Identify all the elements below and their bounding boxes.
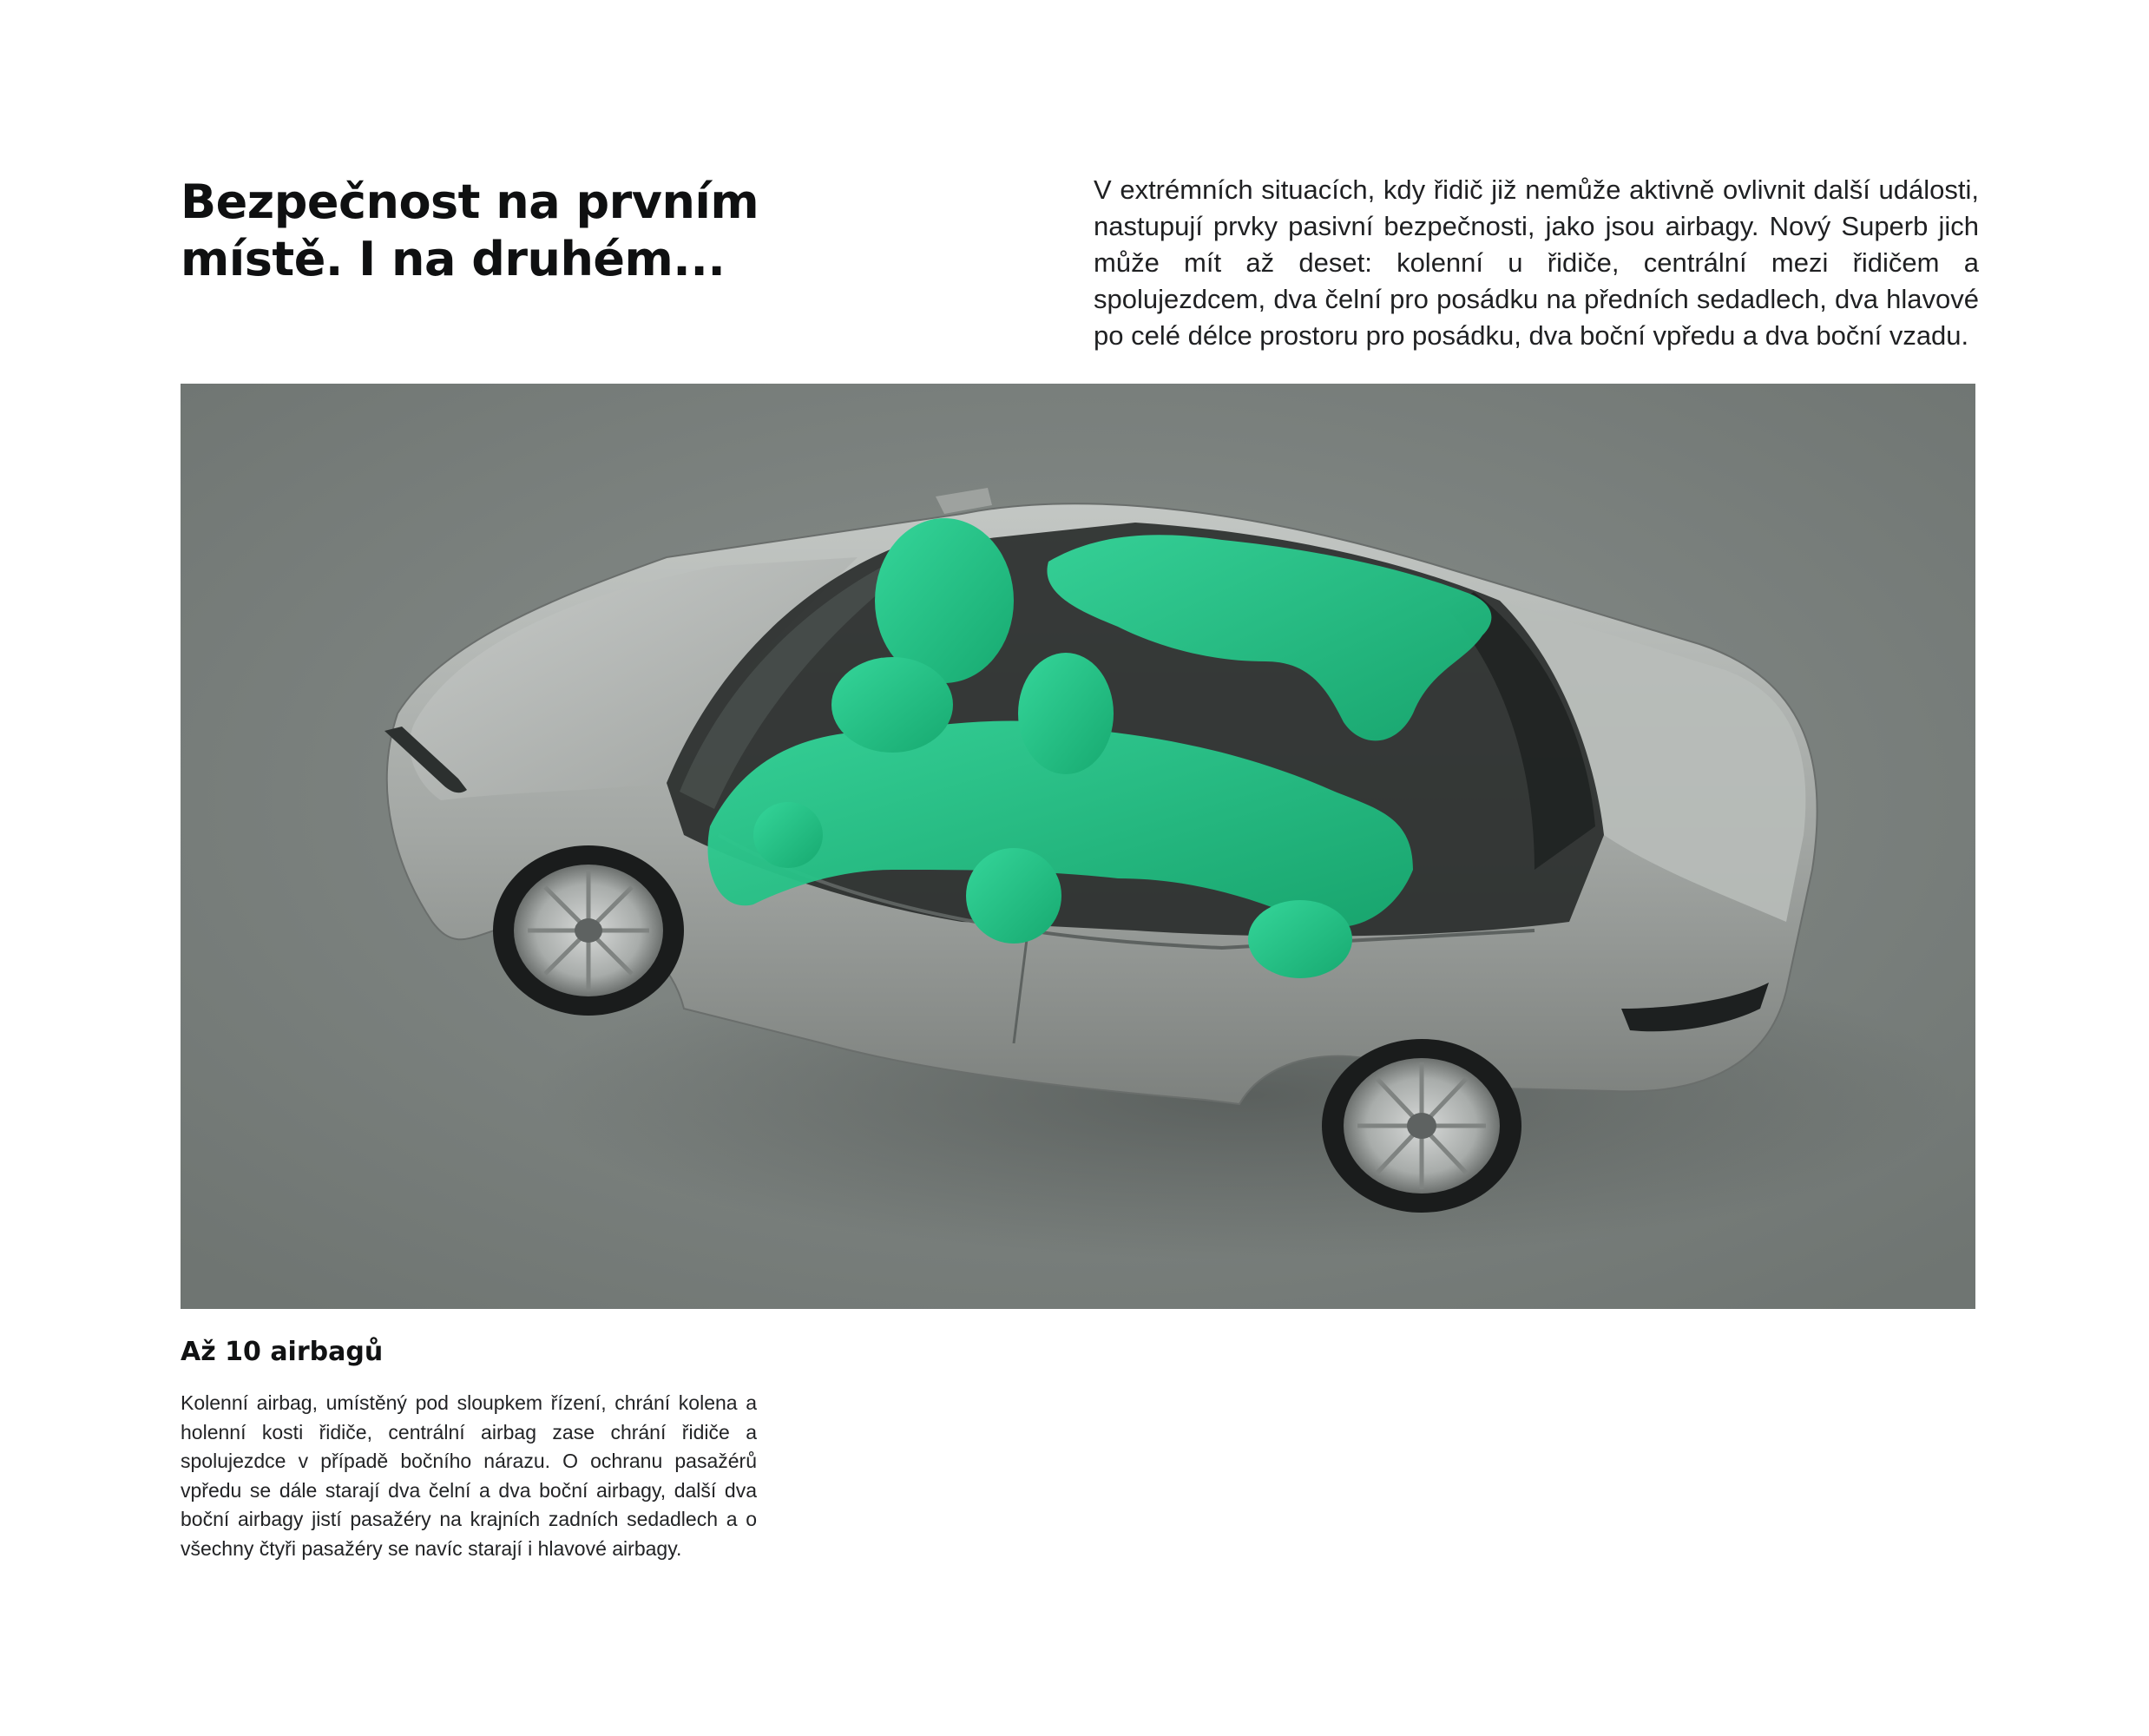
airbag-central <box>1018 653 1114 774</box>
caption-title: Až 10 airbagů <box>181 1337 384 1367</box>
airbag-side-rear <box>1248 900 1352 978</box>
airbag-frontal-driver <box>831 657 953 753</box>
airbag-side-front <box>966 848 1061 944</box>
intro-paragraph: V extrémních situacích, kdy řidič již nemůže aktivně ovlivnit další události, nastupují prvky pasivní bezpečnosti, jako jsou airbagy. Nový Superb jich může mít až deset: kolenní u řidiče, centrální mezi řidičem a spolujezdcem, dva čelní pro posádku na předních sedadlech, dva hlavové po celé délce prostoru pro posádku, dva boční vpředu a dva boční vzadu. <box>1094 174 1979 351</box>
airbag-knee <box>753 802 823 868</box>
car-airbag-illustration <box>181 384 1975 1309</box>
page-headline: Bezpečnost na prvním místě. I na druhém... <box>181 174 759 286</box>
rear-wheel <box>1322 1039 1521 1213</box>
hero-image-car-airbags <box>181 384 1975 1309</box>
front-wheel <box>493 845 684 1016</box>
caption-body: Kolenní airbag, umístěný pod sloupkem řízení, chrání kolena a holenní kosti řidiče, centrální airbag zase chrání řidiče a spolujezdce v případě bočního nárazu. O ochranu pasažérů vpředu se dále starají dva čelní a dva boční airbagy, další dva boční airbagy jistí pasažéry na krajních zadních sedadlech a o všechny čtyři pasažéry se navíc starají i hlavové airbagy. <box>181 1391 757 1560</box>
